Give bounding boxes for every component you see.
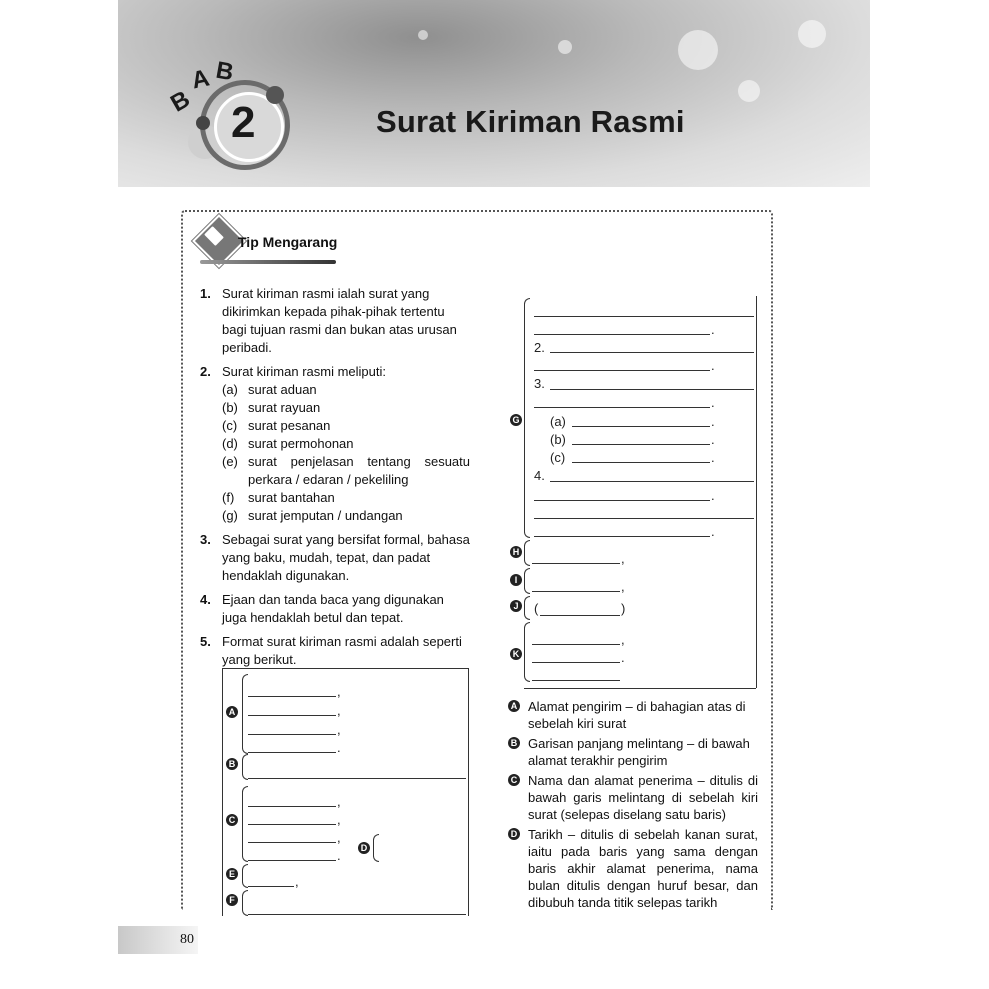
brace-b bbox=[242, 754, 248, 780]
box-border-right bbox=[468, 668, 469, 916]
legend-item bbox=[504, 772, 758, 823]
brace-f bbox=[242, 890, 248, 916]
sub-item bbox=[222, 399, 470, 417]
box-border-bottom bbox=[524, 688, 756, 689]
sub-text: surat penjelasan tentang sesuatu perkara / edaran / pekeliling bbox=[248, 454, 470, 487]
sub-item bbox=[222, 381, 470, 399]
recipient-address-line bbox=[248, 806, 336, 807]
badge-g: G bbox=[510, 414, 522, 426]
legend-badge: A bbox=[508, 700, 520, 712]
body-line bbox=[550, 352, 754, 353]
point-number: 2. bbox=[200, 364, 211, 379]
period: . bbox=[711, 414, 715, 429]
sub-text: surat jemputan / undangan bbox=[248, 508, 403, 523]
badge-k: K bbox=[510, 648, 522, 660]
closing-line bbox=[532, 563, 620, 564]
sub-label: (c) bbox=[222, 418, 238, 433]
sub-item bbox=[222, 453, 470, 489]
badge-h: H bbox=[510, 546, 522, 558]
brace-i bbox=[524, 568, 530, 594]
point-item bbox=[200, 633, 470, 669]
sub-item bbox=[222, 507, 470, 525]
point-text: Format surat kiriman rasmi adalah seperti yang berikut. bbox=[222, 634, 462, 667]
letter-format-left bbox=[222, 668, 470, 916]
point-number: 1. bbox=[200, 286, 211, 301]
sender-address-line bbox=[248, 715, 336, 716]
point-number: 4. bbox=[200, 592, 211, 607]
recipient-address-line bbox=[248, 842, 336, 843]
period: . bbox=[711, 432, 715, 447]
period: . bbox=[711, 395, 715, 410]
sub-text: surat pesanan bbox=[248, 418, 331, 433]
sub-text: surat bantahan bbox=[248, 490, 335, 505]
sender-address-line bbox=[248, 696, 336, 697]
comma: , bbox=[337, 722, 341, 737]
body-line bbox=[534, 518, 754, 519]
comma: , bbox=[337, 684, 341, 699]
brace-j bbox=[524, 596, 530, 620]
period: . bbox=[711, 322, 715, 337]
points-list bbox=[200, 285, 470, 675]
legend-badge: D bbox=[508, 828, 520, 840]
sender-address-line bbox=[248, 734, 336, 735]
letter-format-right bbox=[504, 296, 760, 688]
paren-close: ) bbox=[621, 601, 626, 616]
body-line bbox=[572, 462, 710, 463]
period: . bbox=[337, 848, 341, 863]
comma: , bbox=[621, 551, 625, 566]
comma: , bbox=[337, 703, 341, 718]
paragraph-number: 3. bbox=[534, 376, 545, 391]
body-line bbox=[534, 316, 754, 317]
brace-k bbox=[524, 622, 530, 682]
horizontal-separator-line bbox=[248, 778, 466, 779]
legend-badge: C bbox=[508, 774, 520, 786]
sub-label: (e) bbox=[222, 454, 238, 469]
sub-item bbox=[222, 435, 470, 453]
period: . bbox=[711, 488, 715, 503]
badge-e: E bbox=[226, 868, 238, 880]
sub-label: (d) bbox=[222, 436, 238, 451]
body-line bbox=[534, 500, 710, 501]
signature-name-line bbox=[540, 615, 620, 616]
paragraph-number: 2. bbox=[534, 340, 545, 355]
body-line bbox=[534, 536, 710, 537]
legend-item bbox=[504, 735, 758, 769]
legend-item bbox=[504, 698, 758, 732]
body-line bbox=[534, 334, 710, 335]
comma: , bbox=[621, 579, 625, 594]
period: . bbox=[621, 650, 625, 665]
paren-open: ( bbox=[534, 601, 539, 616]
point-item bbox=[200, 531, 470, 585]
box-border-top bbox=[222, 668, 468, 669]
badge-i: I bbox=[510, 574, 522, 586]
point-number: 5. bbox=[200, 634, 211, 649]
page bbox=[118, 0, 870, 989]
comma: , bbox=[337, 830, 341, 845]
recipient-address-line bbox=[248, 860, 336, 861]
box-border-right bbox=[756, 296, 757, 688]
sub-label: (b) bbox=[222, 400, 238, 415]
legend-badge: B bbox=[508, 737, 520, 749]
chapter-label-letter: B bbox=[166, 85, 195, 118]
tip-label: Tip Mengarang bbox=[238, 234, 338, 250]
tip-underline bbox=[200, 260, 336, 264]
body-line bbox=[550, 389, 754, 390]
chapter-label-letter: A bbox=[189, 64, 212, 95]
sub-text: surat aduan bbox=[248, 382, 317, 397]
badge-a: A bbox=[226, 706, 238, 718]
body-line bbox=[572, 444, 710, 445]
paragraph-number: 4. bbox=[534, 468, 545, 483]
page-number: 80 bbox=[180, 932, 194, 947]
legend-text: Alamat pengirim – di bahagian atas di sebelah kiri surat bbox=[528, 699, 746, 731]
box-border-left bbox=[222, 668, 223, 916]
legend-item bbox=[504, 826, 758, 911]
body-line bbox=[534, 370, 710, 371]
body-line bbox=[534, 407, 710, 408]
brace-h bbox=[524, 540, 530, 566]
brace-a bbox=[242, 674, 248, 754]
sub-label: (g) bbox=[222, 508, 238, 523]
badge-b: B bbox=[226, 758, 238, 770]
brace-e bbox=[242, 864, 248, 888]
sub-point-label: (b) bbox=[550, 432, 566, 447]
sub-text: surat permohonan bbox=[248, 436, 354, 451]
sub-item bbox=[222, 489, 470, 507]
recipient-address-line bbox=[248, 824, 336, 825]
sub-text: surat rayuan bbox=[248, 400, 321, 415]
period: . bbox=[711, 524, 715, 539]
designation-line bbox=[532, 680, 620, 681]
chapter-label-letter: B bbox=[213, 56, 236, 87]
comma: , bbox=[337, 794, 341, 809]
period: . bbox=[711, 450, 715, 465]
badge-d: D bbox=[358, 842, 370, 854]
comma: , bbox=[621, 632, 625, 647]
legend-text: Nama dan alamat penerima – ditulis di bawah garis melintang di sebelah kiri surat (selepas diselang satu baris) bbox=[528, 773, 758, 822]
body-line bbox=[572, 426, 710, 427]
sub-label: (a) bbox=[222, 382, 238, 397]
chapter-number: 2 bbox=[231, 98, 256, 147]
format-legend bbox=[504, 698, 758, 914]
sub-point-label: (a) bbox=[550, 414, 566, 429]
decor-dot bbox=[266, 86, 284, 104]
brace-d bbox=[373, 834, 379, 862]
badge-f: F bbox=[226, 894, 238, 906]
body-line bbox=[550, 481, 754, 482]
sub-item bbox=[222, 417, 470, 435]
comma: , bbox=[337, 812, 341, 827]
designation-line bbox=[532, 644, 620, 645]
decor-dot bbox=[196, 116, 210, 130]
point-text: Surat kiriman rasmi meliputi: bbox=[222, 364, 386, 379]
point-text: Sebagai surat yang bersifat formal, bahasa yang baku, mudah, tepat, dan padat hendaklah digunakan. bbox=[222, 532, 470, 583]
period: . bbox=[711, 358, 715, 373]
comma: , bbox=[295, 874, 299, 889]
point-number: 3. bbox=[200, 532, 211, 547]
designation-line bbox=[532, 662, 620, 663]
sender-address-line bbox=[248, 752, 336, 753]
point-item bbox=[200, 591, 470, 627]
point-item bbox=[200, 285, 470, 357]
badge-c: C bbox=[226, 814, 238, 826]
closing-line bbox=[532, 591, 620, 592]
chapter-title: Surat Kiriman Rasmi bbox=[376, 104, 685, 139]
legend-text: Tarikh – ditulis di sebelah kanan surat, iaitu pada baris yang sama dengan baris akhir alamat penerima, nama bulan ditulis dengan huruf besar, dan dibubuh tanda titik selepas tarikh bbox=[528, 827, 758, 910]
sub-label: (f) bbox=[222, 490, 235, 505]
salutation-line bbox=[248, 886, 294, 887]
sub-point-label: (c) bbox=[550, 450, 566, 465]
point-item bbox=[200, 363, 470, 525]
legend-text: Garisan panjang melintang – di bawah alamat terakhir pengirim bbox=[528, 736, 750, 768]
badge-j: J bbox=[510, 600, 522, 612]
subject-line bbox=[248, 914, 466, 915]
point-text: Surat kiriman rasmi ialah surat yang dikirimkan kepada pihak-pihak tertentu bagi tujuan rasmi dan bukan atas urusan peribadi. bbox=[222, 286, 457, 355]
brace-g bbox=[524, 298, 530, 538]
point-text: Ejaan dan tanda baca yang digunakan juga hendaklah betul dan tepat. bbox=[222, 592, 444, 625]
period: . bbox=[337, 740, 341, 755]
